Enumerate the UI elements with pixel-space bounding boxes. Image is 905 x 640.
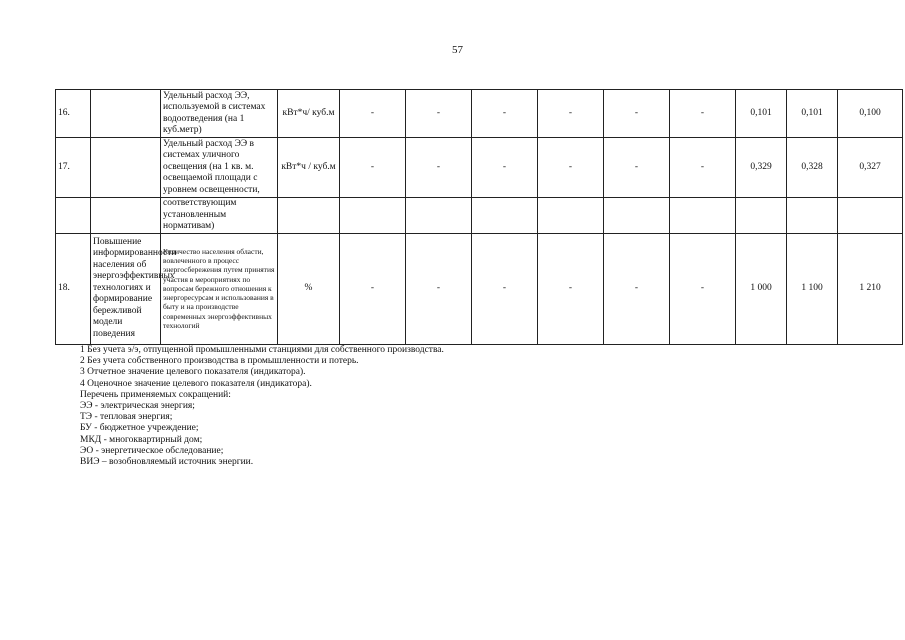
value-cell: - (472, 138, 538, 198)
abbreviation-line: МКД - многоквартирный дом; (80, 434, 203, 445)
goal-cell (91, 90, 161, 138)
value-cell: 0,101 (787, 90, 838, 138)
value-cell: - (670, 90, 736, 138)
table-row (56, 138, 903, 198)
row-number: 16. (56, 90, 91, 138)
value-cell: 0,101 (736, 90, 787, 138)
value-cell: - (604, 90, 670, 138)
footnote-line: 1 Без учета э/э, отпущенной промышленными станциями для собственного производства. (80, 345, 444, 355)
value-cell: - (538, 233, 604, 344)
footnotes (80, 345, 444, 468)
value-cell: - (604, 233, 670, 344)
indicator-cell: Количество населения области, вовлеченного в процесс энергосбережения путем принятия участия в мероприятиях по вопросам бережного отношения к энергоресурсам и использования в быту и на производстве современных энергоэффективных технологий (161, 233, 278, 344)
table-row (56, 233, 903, 344)
indicator-cell: Удельный расход ЭЭ, используемой в системах водоотведения (на 1 куб.метр) (161, 90, 278, 138)
footnote-line: 4 Оценочное значение целевого показателя (индикатора). (80, 378, 312, 389)
abbreviation-line: ЭО - энергетическое обследование; (80, 445, 224, 456)
table-row (56, 90, 903, 138)
footnote-line: 3 Отчетное значение целевого показателя (индикатора). (80, 367, 306, 378)
abbreviation-line: ТЭ - тепловая энергия; (80, 412, 173, 423)
value-cell: 0,327 (838, 138, 903, 198)
value-cell: - (670, 233, 736, 344)
abbreviations-heading: Перечень применяемых сокращений: (80, 389, 231, 400)
row-number: 18. (56, 233, 91, 344)
unit-cell: кВт*ч / куб.м (278, 138, 340, 198)
value-cell: - (340, 90, 406, 138)
value-cell: 1 000 (736, 233, 787, 344)
page-number: 57 (452, 44, 463, 56)
value-cell: - (538, 90, 604, 138)
abbreviation-line: ВИЭ – возобновляемый источник энергии. (80, 457, 254, 468)
value-cell: 0,100 (838, 90, 903, 138)
value-cell: - (472, 233, 538, 344)
value-cell: 1 100 (787, 233, 838, 344)
value-cell: - (670, 138, 736, 198)
value-cell: - (538, 138, 604, 198)
value-cell: 0,328 (787, 138, 838, 198)
value-cell: - (406, 90, 472, 138)
indicator-cell: Удельный расход ЭЭ в системах уличного освещения (на 1 кв. м. освещаемой площади с уровнем освещенности, (161, 138, 278, 198)
value-cell: - (604, 138, 670, 198)
indicators-table (55, 89, 903, 345)
value-cell: - (340, 138, 406, 198)
unit-cell: кВт*ч/ куб.м (278, 90, 340, 138)
value-cell: - (406, 233, 472, 344)
unit-cell: % (278, 233, 340, 344)
value-cell: - (472, 90, 538, 138)
footnote-line: 2 Без учета собственного производства в промышленности и потерь. (80, 356, 359, 367)
row-number: 17. (56, 138, 91, 198)
goal-cell: Повышение информированности населения об энергоэффективных технологиях и формирование бережливой модели поведения (91, 233, 161, 344)
value-cell: 1 210 (838, 233, 903, 344)
value-cell: - (406, 138, 472, 198)
abbreviation-line: ЭЭ - электрическая энергия; (80, 401, 195, 412)
value-cell: 0,329 (736, 138, 787, 198)
abbreviation-line: БУ - бюджетное учреждение; (80, 423, 199, 434)
table-row (56, 198, 903, 234)
goal-cell (91, 138, 161, 198)
indicator-continuation: соответствующим установленным нормативам) (161, 198, 278, 234)
value-cell: - (340, 233, 406, 344)
